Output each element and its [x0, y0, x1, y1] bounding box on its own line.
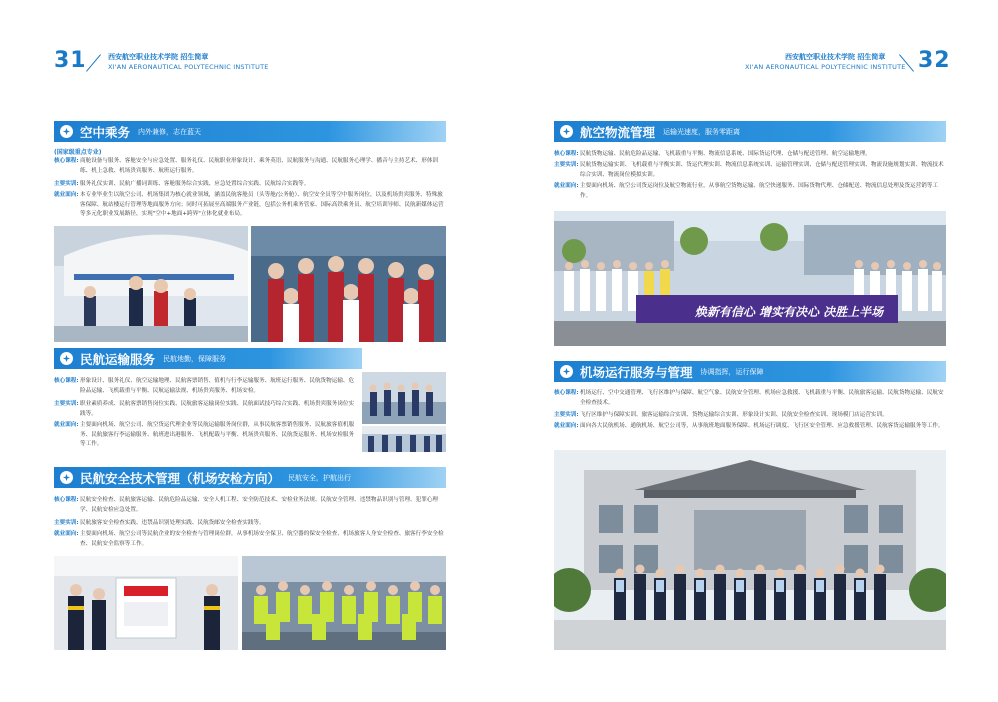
row-label: 就业面向:: [54, 422, 79, 428]
section-bar-transport: [54, 348, 362, 369]
plane-circle-icon: [60, 352, 73, 365]
section-subtitle: 内外兼修，志在蓝天: [138, 127, 202, 136]
row-text: 民航安全检查、民航旅客运输、民航危险品运输、安全人机工程、安全防范技术、安检业务法规、民航安全管理、违禁物品识别与管理、犯罪心理学、民航安检应急处置。: [80, 497, 439, 513]
section-bar-airport-ops: [554, 361, 946, 382]
row-text: 形象设计、服务礼仪、航空运输地理、民航客票销售、值机与行李运输服务、航班运行服务、民航货物运输、危险品运输、飞机载重与平衡、民航运输法规、机场贵宾服务、机场安检。: [80, 378, 355, 394]
row-text: 飞行区维护与保障实训、旅客运输综合实训、货物运输综合实训、形象设计实训、民航安全检查实训、现场模门店运营实训。: [580, 412, 888, 418]
training-row: [54, 519, 448, 529]
course-row: [554, 150, 946, 160]
security-photo-1: [54, 556, 238, 650]
header-title-en: XI'AN AERONAUTICAL POLYTECHNIC INSTITUTE: [745, 63, 906, 71]
security-photo-2: [242, 556, 446, 650]
course-row: [554, 389, 946, 408]
course-row: [54, 377, 358, 396]
course-row: [54, 157, 448, 176]
cabin-crew-photo-2: [251, 226, 446, 342]
header-title-cn: 西安航空职业技术学院 招生简章: [785, 53, 886, 61]
row-text: 民航货物运输、民航危险品运输、飞机载重与平衡、物流信息系统、国际货运代理、仓储与配送管理、航空运输地理。: [580, 151, 871, 157]
row-label: 主要实训:: [54, 520, 79, 526]
transport-photo-2: [362, 426, 446, 452]
employment-row: [54, 421, 358, 450]
section-subtitle: 协调指挥，运行保障: [700, 367, 764, 376]
training-row: [554, 161, 946, 180]
section-bar-cabin-crew: [54, 121, 446, 142]
right-page: [499, 0, 998, 702]
employment-row: [54, 530, 448, 549]
row-label: 主要实训:: [554, 162, 579, 168]
row-text: 职业素质养成、民航客票销售岗位实践、民航旅客运输岗位实践、民航面试技巧综合实践、机场贵宾服务岗位实践等。: [80, 401, 355, 417]
row-text: 主要面向机场、航空公司、航空货运代理企业等民航运输服务岗位群，从事民航客票销售服务、民航旅客值机服务、民航旅客行李运输服务、航班进出港服务、飞机配载与平衡、机场贵宾服务、民航货运服务、机场安检服务等工作。: [80, 422, 355, 447]
plane-circle-icon: [560, 365, 573, 378]
course-row: [54, 496, 448, 515]
section-title: 航空物流管理: [580, 124, 656, 140]
employment-row: [54, 191, 448, 220]
row-text: 面向各大民航机场、通航机场、航空公司等，从事航班地面服务保障、机场运行调度、飞行区安全管理、应急救援管理、民航客货运输服务等工作。: [580, 423, 944, 429]
page-number: 31: [54, 48, 87, 73]
row-label: 主要实训:: [554, 412, 579, 418]
row-text: 本专业毕业生以航空公司、机场集团为核心就业领域，涵盖民航客舱员（头等舱/公务舱）、航空安全员等空中服务岗位，以及机场贵宾服务、特殊旅客保障、航站楼运行管理等地面服务方向；同时可拓展至高端服务产业链，包括公务机乘务管家、国际高铁乘务员、航空培训导师、民航新媒体运营等多元化职业发展路径，实现"空中+地面+跨界"立体化就业布局。: [80, 192, 444, 217]
row-text: 民航旅客安全检查实践、违禁品识别处理实践、民航货邮安全检查实践等。: [80, 520, 265, 526]
employment-row: [554, 422, 946, 432]
row-text: 主要面向机场、航空公司货运岗位及航空物流行业，从事航空货物运输、航空快递服务、国际货物代理、仓储配送、物流信息处理及货运营销等工作。: [580, 183, 939, 199]
employment-row: [554, 182, 946, 201]
logistics-banner-text: 焕新有信心 增实有决心 决胜上半场: [694, 304, 884, 319]
logistics-group-photo: [554, 211, 946, 346]
section-title: 机场运行服务与管理: [580, 364, 693, 380]
row-label: 主要实训:: [54, 401, 79, 407]
row-label: 核心课程:: [554, 390, 579, 396]
section-subtitle: 运输光速度，服务零距离: [663, 127, 741, 136]
header-title-en: XI'AN AERONAUTICAL POLYTECHNIC INSTITUTE: [108, 63, 269, 71]
header-divider: [86, 54, 101, 71]
row-label: 就业面向:: [554, 423, 579, 429]
row-label: 核心课程:: [54, 158, 79, 164]
airport-ops-group-photo: [554, 450, 946, 650]
training-row: [554, 411, 946, 421]
row-text: 服务礼仪实训、民航广播词训练、客舱服务综合实践、应急处置综合实践、民航综合实践等。: [80, 181, 310, 187]
row-label: 主要实训:: [54, 181, 79, 187]
transport-photo-1: [362, 372, 446, 424]
header-title-cn: 西安航空职业技术学院 招生简章: [108, 53, 209, 61]
section-subtitle: 民航安全，护航出行: [288, 473, 352, 482]
row-label: 就业面向:: [54, 531, 79, 537]
row-text: 主要面向机场、航空公司等民航企业的安全检查与管理岗位群，从事机场安全保卫、航空器的保安全检查、机场旅客人身安全检查、旅客行李安全检查、民航安全监察等工作。: [80, 531, 444, 547]
training-row: [54, 180, 448, 190]
section-title: 民航运输服务: [80, 351, 156, 367]
section-title: 民航安全技术管理（机场安检方向）: [80, 470, 281, 486]
row-label: 就业面向:: [554, 183, 579, 189]
row-label: 核心课程:: [54, 497, 79, 503]
row-text: 机场运行、空中交通管理、飞行区维护与保障、航空气象、民航安全管理、机场应急救援、飞机载重与平衡、民航旅客运输、民航货物运输、民航安全检查技术。: [580, 390, 944, 406]
row-text: 民航货物运输实训、飞机载重与平衡实训、货运代理实训、物流信息系统实训、运输管理实训、仓储与配送管理实训、物流设施规划实训、物流技术综合实训、物流岗位模拟实训。: [580, 162, 944, 178]
cabin-crew-photo-1: [54, 226, 248, 342]
plane-circle-icon: [60, 471, 73, 484]
row-label: 核心课程:: [554, 151, 579, 157]
section-bar-security: [54, 467, 446, 488]
section-subtitle: 民航地勤，保障服务: [163, 354, 227, 363]
training-row: [54, 400, 358, 419]
row-text: 商舱设备与服务、客舱安全与应急处置、服务礼仪、民航职业形象设计、乘务英语、民航服务与沟通、民航服务心理学、播音与主持艺术、形体训练、机上急救、机场贵宾服务、航班运行服务。: [80, 158, 439, 174]
row-label: 就业面向:: [54, 192, 79, 198]
plane-circle-icon: [60, 125, 73, 138]
row-label: 核心课程:: [54, 378, 79, 384]
key-major-tag: (国家级重点专业): [54, 149, 102, 156]
section-bar-logistics: [554, 121, 946, 142]
plane-circle-icon: [560, 125, 573, 138]
page-number: 32: [918, 48, 951, 73]
section-title: 空中乘务: [80, 124, 131, 140]
